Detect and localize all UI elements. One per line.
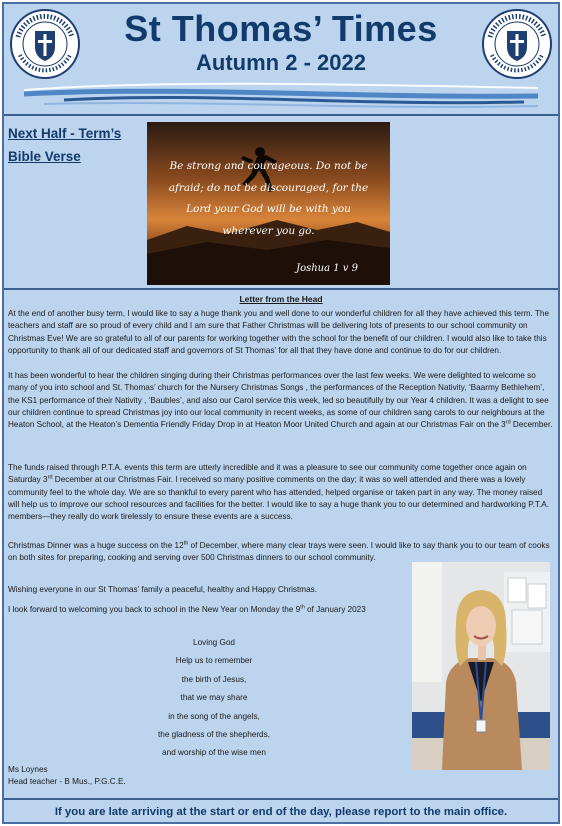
letter-paragraph-6-text: I look forward to welcoming you back to school in the New Year on Monday the 9: [8, 605, 301, 614]
verse-line-3: Lord your God will be with you: [186, 203, 351, 215]
masthead: [4, 4, 558, 116]
letter-paragraph-2-end: December.: [510, 420, 553, 430]
head-teacher-photo: [412, 562, 550, 770]
bible-verse-heading: [8, 122, 121, 168]
letter-paragraph-3: [8, 462, 554, 523]
letter-paragraph-1: At the end of another busy term, I would like to say a huge thank you and well done to our wonderful children for all they have achieved this term. The teachers and staff are so proud of every child and I am sure that Father Christmas will be delivering lots of presents to our school community on Christmas Eve! We are so grateful to all of our parents for working together with the school for the benefit of our children. I would also like to take this opportunity to thank all of our dedicated staff and governors of St Thomas’ for all that they have done and continue to do for our children.: [8, 309, 549, 355]
bible-verse-heading-line1: Next Half - Term’s: [8, 126, 122, 141]
christmas-prayer: [104, 634, 324, 763]
prayer-line: Help us to remember: [175, 656, 253, 666]
prayer-line: that we may share: [180, 693, 248, 703]
signoff-role: Head teacher - B Mus., P.G.C.E.: [8, 776, 126, 786]
letter-paragraph-4-end: of December, where many clear trays were seen. I would like to say thank you to our team of cooks on both sites for preparing, cooking and serving over 500 Christmas dinners to our school community.: [8, 541, 550, 563]
bible-verse-section: [4, 118, 558, 290]
letter-title: Letter from the Head: [239, 294, 323, 304]
wave-swoosh-decoration: [4, 76, 558, 116]
prayer-line: Loving God: [193, 638, 235, 647]
ordinal-suffix: th: [300, 604, 305, 611]
signoff: [8, 764, 126, 787]
bible-verse-text: [147, 156, 390, 242]
newsletter-edition: Autumn 2 - 2022: [196, 50, 366, 75]
signoff-name: Ms Loynes: [8, 765, 48, 774]
verse-line-2: afraid; do not be discouraged, for the: [168, 181, 369, 194]
prayer-line: and worship of the wise men: [162, 748, 266, 758]
letter-paragraph-6-end: of January 2023: [304, 605, 366, 614]
late-arrival-notice: If you are late arriving at the start or end of the day, please report to the main office.: [4, 798, 558, 822]
letter-paragraph-4-text: Christmas Dinner was a huge success on the 12: [8, 541, 184, 550]
letter-paragraph-2-text: It has been wonderful to hear the children singing during their Christmas performances over the last few weeks. We were delighted to welcome so many of you into school and St. Thomas’ church for the Nursery Christmas Songs , the performances of the Reception Nativity, ‘Baarmy Bethlehem’, the KS1 performance of their Nativity , ‘Baubles’, and also our Carol service this week, led so beautifully by our Year 4 children. It was a delight to see our children continue to spread Christmas joy into our local community in recent weeks, as some of our children sang carols to our neighbours at the Heaton School, at the Heaton’s Dementia Friendly Friday Drop in at Heaton Moor United Church and again at our Christmas Fair on the 3: [8, 371, 549, 430]
ordinal-suffix: rd: [47, 474, 53, 481]
newsletter-title: St Thomas’ Times: [124, 8, 438, 49]
ordinal-suffix: th: [183, 540, 189, 547]
letter-paragraph-5: Wishing everyone in our St Thomas’ family a peaceful, healthy and Happy Christmas.: [8, 585, 317, 594]
verse-line-1: Be strong and courageous. Do not be: [169, 160, 368, 172]
letter-paragraph-3-text: The funds raised through P.T.A. events this term are utterly incredible and it was a pleasure to see our community come together once again on Saturday 3: [8, 463, 527, 485]
prayer-line: the birth of Jesus,: [181, 674, 247, 684]
letter-paragraph-6: [8, 604, 412, 616]
bible-verse-image: [147, 122, 390, 285]
prayer-line: the gladness of the shepherds,: [158, 730, 270, 740]
letter-paragraph-3-end: December at our Christmas Fair. I received so many positive comments on the day; it was so well attended and there was a lovely community feel to the whole day. We are so thankful to every parent who has attended, helped organise or taken part in any way. The money raised will help us to improve our school resources and facilities for the better. I would like to say a huge thank you to our determined and hardworking P.T.A. members—they really do work tirelessly to ensure these events are a success.: [8, 475, 549, 522]
newsletter-page: [2, 2, 560, 824]
prayer-line: in the song of the angels,: [168, 711, 260, 721]
bible-verse-reference: Joshua 1 v 9: [296, 263, 358, 274]
letter-from-head: [4, 292, 558, 798]
ordinal-suffix: rd: [505, 419, 511, 426]
bible-verse-heading-line2: Bible Verse: [8, 149, 81, 164]
letter-paragraph-4: [8, 540, 554, 565]
verse-line-4: wherever you go.: [222, 224, 315, 237]
letter-paragraph-2: [8, 370, 554, 431]
